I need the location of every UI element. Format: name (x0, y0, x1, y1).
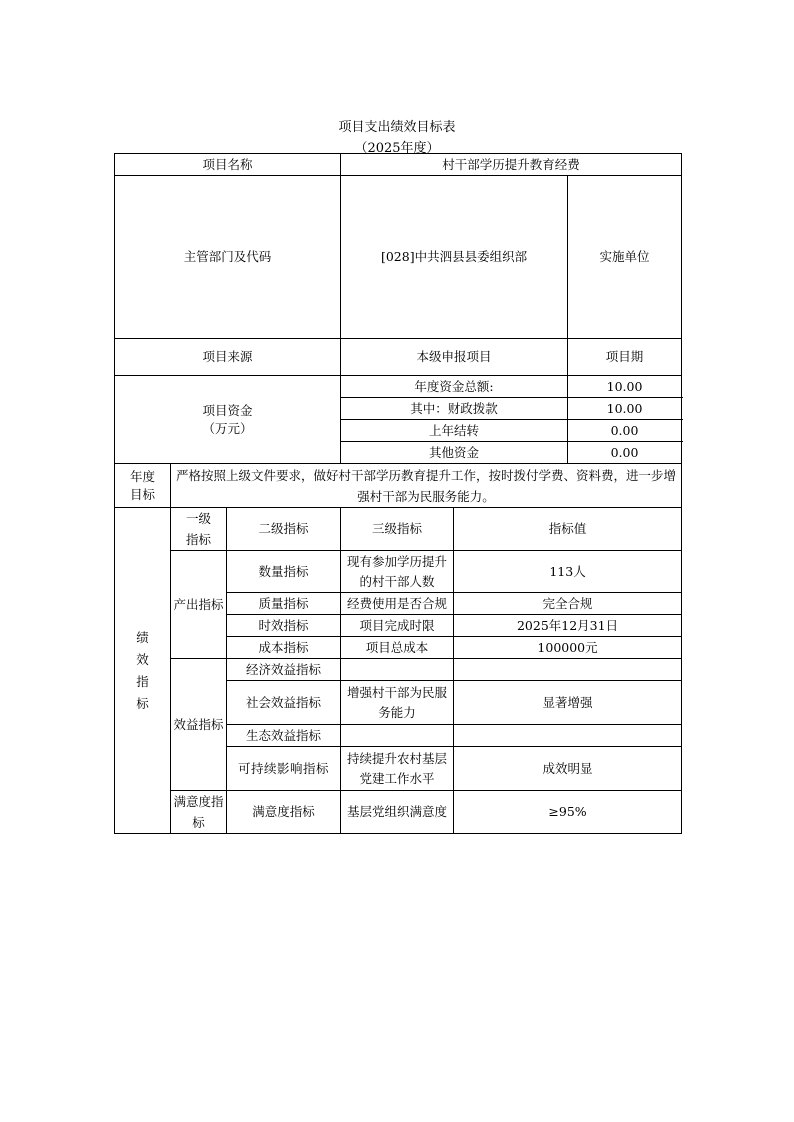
row-annual-goal (115, 464, 682, 508)
source-value: 本级申报项目 (341, 339, 568, 376)
row-department (115, 176, 682, 339)
satisfaction-value: ≥95% (454, 791, 682, 834)
economic-value (454, 659, 682, 681)
fund-other-label: 其他资金 (341, 442, 568, 464)
quantity-level3: 现有参加学历提升的村干部人数 (341, 551, 454, 593)
time-level3: 项目完成时限 (341, 615, 454, 637)
header-level2: 二级指标 (227, 508, 341, 551)
funds-label-line1: 项目资金 (202, 402, 253, 418)
fund-fiscal-value: 10.00 (568, 398, 682, 420)
source-label: 项目来源 (115, 339, 341, 376)
fund-total-value: 10.00 (568, 376, 682, 398)
department-value: [028]中共泗县县委组织部 (341, 176, 568, 339)
goal-label-line1: 年度 (129, 468, 155, 484)
social-level3: 增强村干部为民服务能力 (341, 681, 454, 725)
time-level2: 时效指标 (227, 615, 341, 637)
row-fund-total (115, 376, 682, 398)
impl-unit-label: 实施单位 (568, 176, 682, 339)
row-source (115, 339, 682, 376)
quantity-level2: 数量指标 (227, 551, 341, 593)
cost-level2: 成本指标 (227, 637, 341, 659)
department-label: 主管部门及代码 (115, 176, 341, 339)
fund-carryover-value: 0.00 (568, 420, 682, 442)
fund-carryover-label: 上年结转 (341, 420, 568, 442)
row-project-name (115, 154, 682, 176)
satisfaction-label: 满意度指标 (171, 791, 227, 834)
ecological-value (454, 725, 682, 747)
goal-text: 严格按照上级文件要求，做好村干部学历教育提升工作，按时拨付学费、资料费，进一步增强村干部为民服务能力。 (171, 464, 682, 508)
project-name-label: 项目名称 (115, 154, 341, 176)
economic-level3 (341, 659, 454, 681)
period-label: 项目期 (568, 339, 682, 376)
cost-level3: 项目总成本 (341, 637, 454, 659)
fund-total-label: 年度资金总额: (341, 376, 568, 398)
ecological-level2: 生态效益指标 (227, 725, 341, 747)
fund-fiscal-label: 其中：财政拨款 (341, 398, 568, 420)
social-level2: 社会效益指标 (227, 681, 341, 725)
goal-label (115, 464, 171, 508)
row-satisfaction (115, 791, 682, 834)
quality-level2: 质量指标 (227, 593, 341, 615)
quality-value: 完全合规 (454, 593, 682, 615)
quality-level3: 经费使用是否合规 (341, 593, 454, 615)
sustainable-value: 成效明显 (454, 747, 682, 791)
funds-label (115, 376, 341, 464)
satisfaction-level3: 基层党组织满意度 (341, 791, 454, 834)
funds-label-line2: （万元） (202, 420, 253, 436)
quantity-value: 113人 (454, 551, 682, 593)
project-name-value: 村干部学历提升教育经费 (341, 154, 682, 176)
fund-other-value: 0.00 (568, 442, 682, 464)
performance-target-table (114, 153, 682, 834)
header-level3: 三级指标 (341, 508, 454, 551)
cost-value: 100000元 (454, 637, 682, 659)
year-label: （2025年度） (354, 141, 440, 156)
header-level1: 一级指标 (171, 508, 227, 551)
header-value: 指标值 (454, 508, 682, 551)
goal-label-line2: 目标 (129, 486, 155, 502)
time-value: 2025年12月31日 (454, 615, 682, 637)
row-perf-header (115, 508, 682, 551)
satisfaction-level2: 满意度指标 (227, 791, 341, 834)
perf-section-label: 绩效指标 (115, 508, 171, 834)
page-title: 项目支出绩效目标表 (338, 120, 456, 135)
row-benefit-economic (115, 659, 682, 681)
social-value: 显著增强 (454, 681, 682, 725)
economic-level2: 经济效益指标 (227, 659, 341, 681)
sustainable-level2: 可持续影响指标 (227, 747, 341, 791)
row-output-quantity (115, 551, 682, 593)
output-label: 产出指标 (171, 551, 227, 659)
sustainable-level3: 持续提升农村基层党建工作水平 (341, 747, 454, 791)
benefit-label: 效益指标 (171, 659, 227, 791)
ecological-level3 (341, 725, 454, 747)
